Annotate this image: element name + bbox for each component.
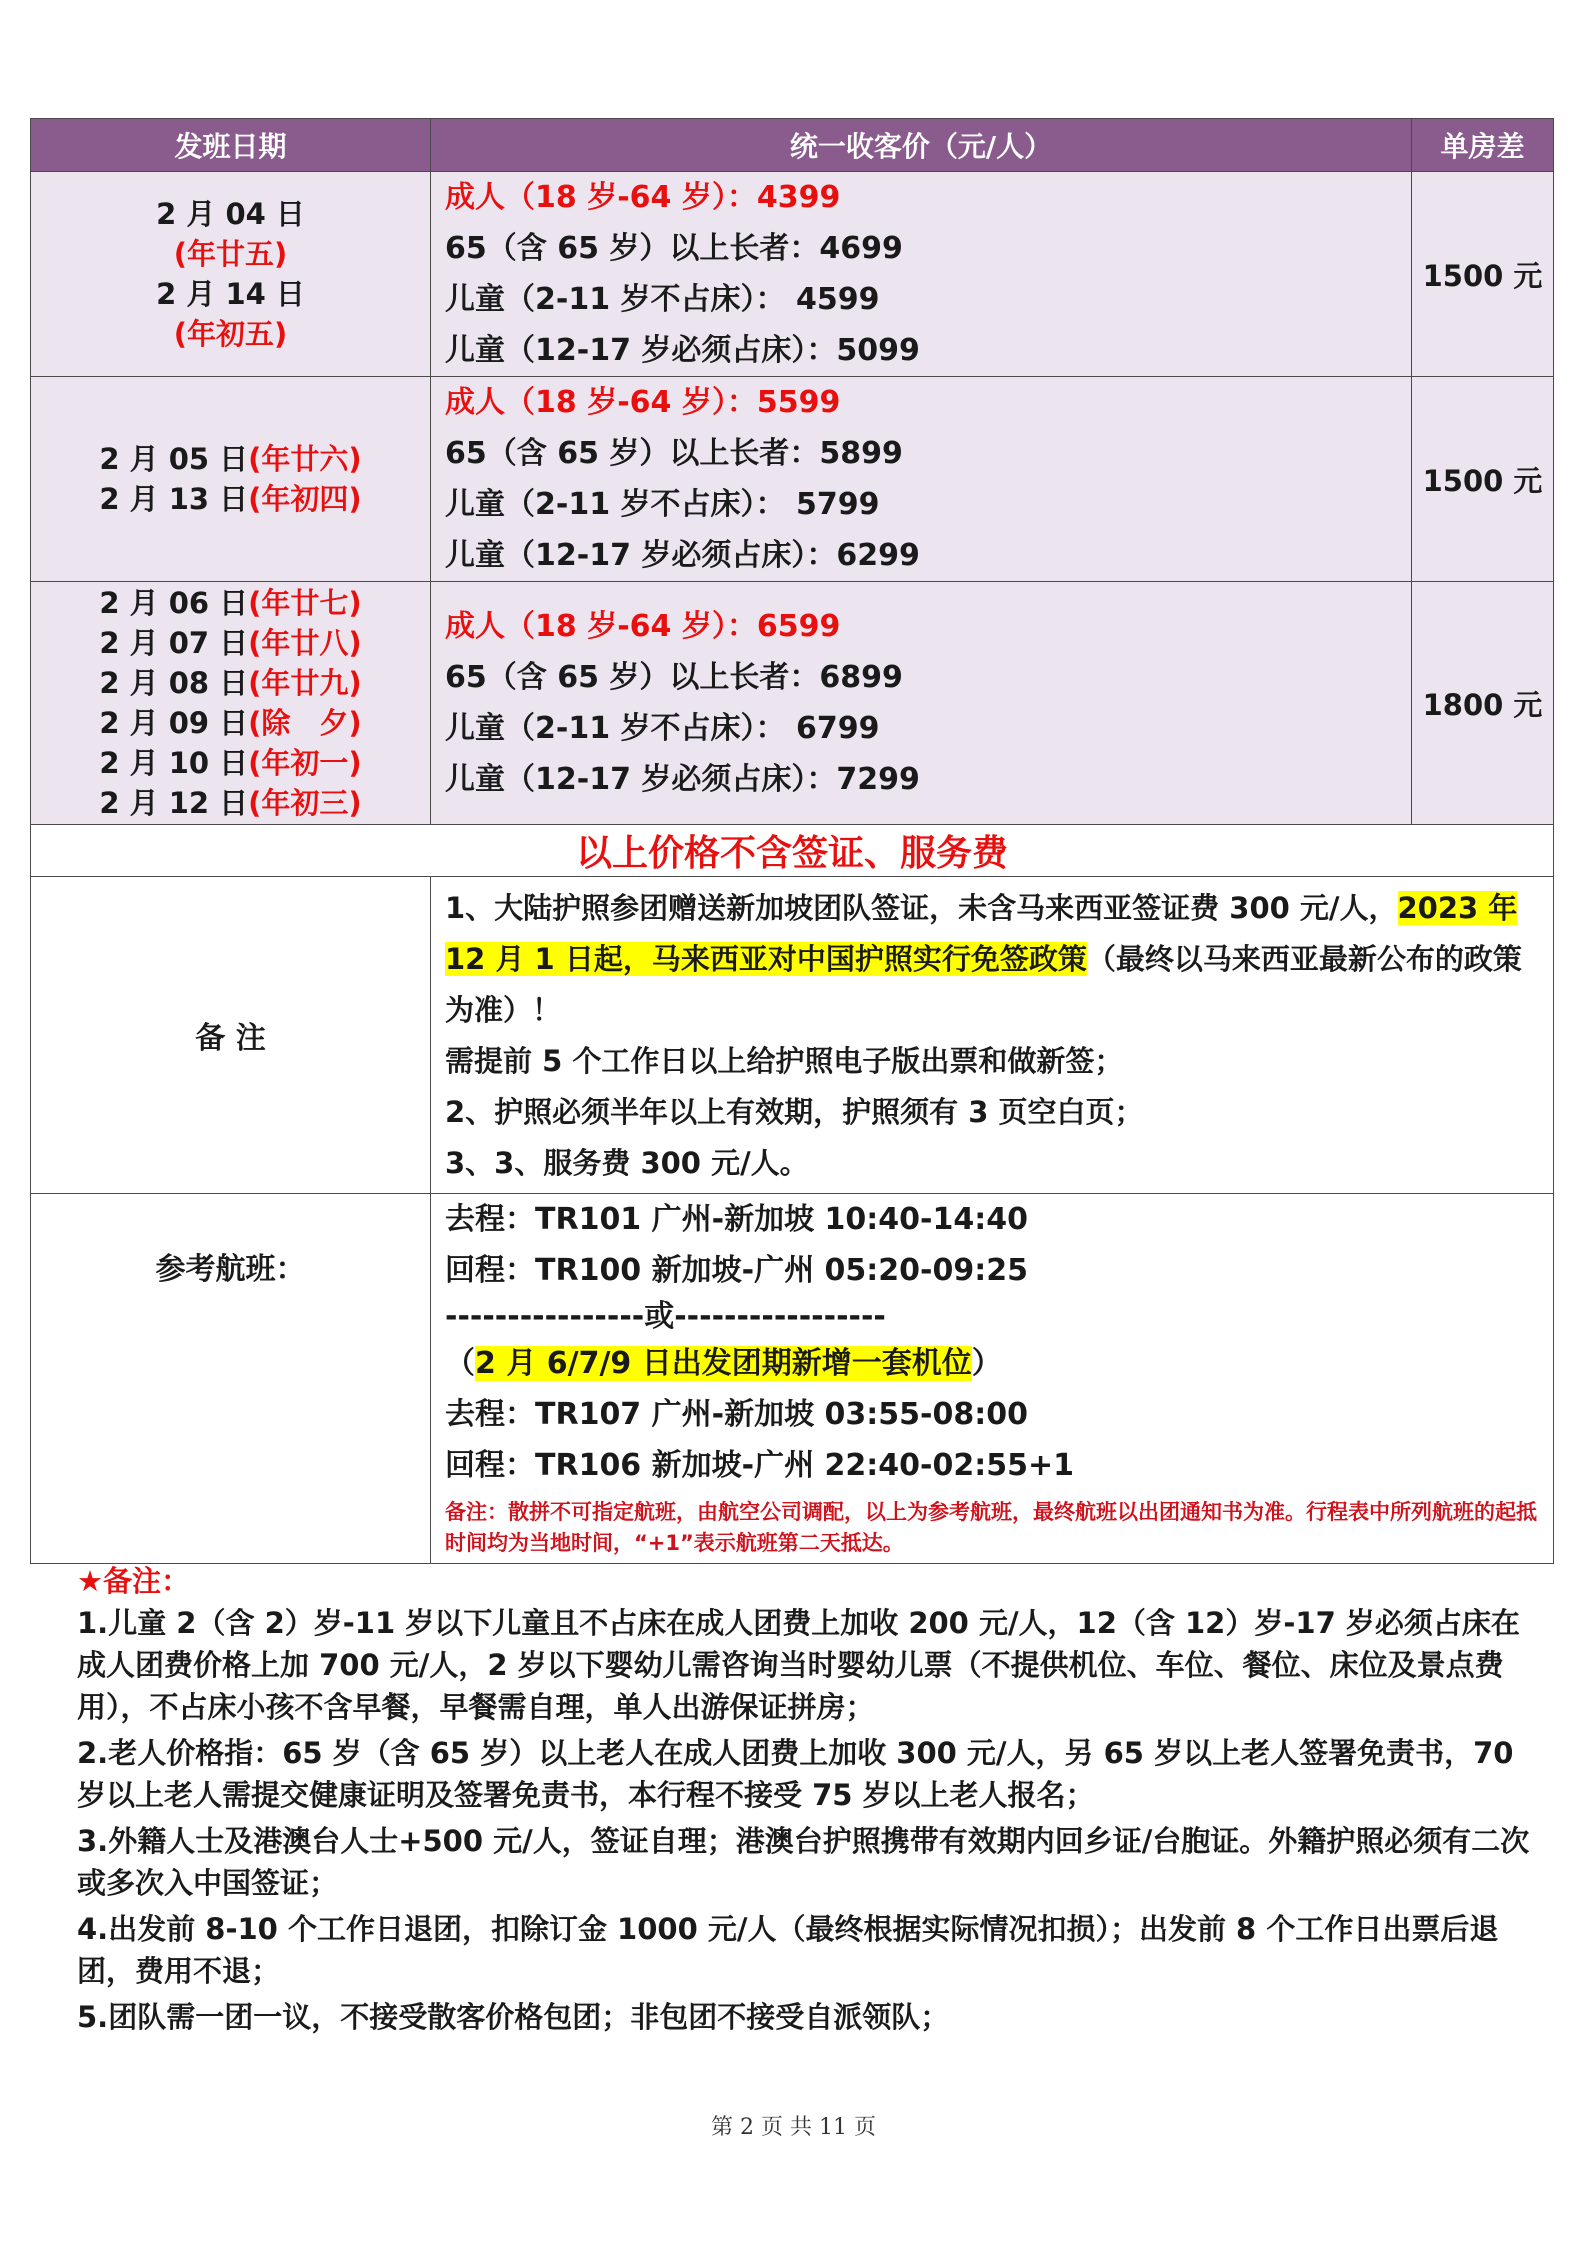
departure-dates-cell <box>31 172 431 377</box>
service-fee-note: 3、3、服务费 300 元/人。 <box>445 1146 809 1180</box>
table-header-row <box>31 119 1554 172</box>
lunar-date: (年廿七) <box>248 586 362 620</box>
senior-price: 65（含 65 岁）以上长者：4699 <box>445 231 903 266</box>
child-with-bed-price: 儿童（12-17 岁必须占床）：6299 <box>445 538 920 573</box>
date-line <box>31 439 430 479</box>
price-exclusion-notice: 以上价格不含签证、服务费 <box>31 825 1554 877</box>
lunar-date: (年廿八) <box>248 626 362 660</box>
date-text: 2 月 14 日 <box>156 277 305 311</box>
date-line <box>31 623 430 663</box>
notes-content <box>431 877 1554 1194</box>
notes-row <box>31 877 1554 1194</box>
visa-note <box>445 883 1539 1036</box>
child-no-bed-price: 儿童（2-11 岁不占床）： 5799 <box>445 487 880 522</box>
lunar-date: (年廿五) <box>173 237 288 271</box>
date-text: 2 月 07 日 <box>99 626 249 660</box>
child-no-bed-price: 儿童（2-11 岁不占床）： 4599 <box>445 282 880 317</box>
price-list-cell <box>431 377 1412 582</box>
price-list-cell <box>431 582 1412 825</box>
date-line <box>31 274 430 314</box>
single-supplement-value: 1500 元 <box>1412 172 1554 377</box>
adult-price: 成人（18 岁-64 岁）：4399 <box>445 180 841 215</box>
visa-exemption-highlight: 2023 年 12 月 1 日起，马来西亚对中国护照实行免签政策 <box>445 891 1518 976</box>
header-unified-price: 统一收客价（元/人） <box>431 119 1412 172</box>
visa-note-tail: （最终以马来西亚最新公布的政策为准）！ <box>445 942 1522 1027</box>
departure-dates-cell <box>31 377 431 582</box>
notice-row <box>31 825 1554 877</box>
table-row <box>31 172 1554 377</box>
paren-close: ） <box>971 1346 1002 1381</box>
date-line <box>31 314 430 354</box>
table-row <box>31 377 1554 582</box>
lunar-date: (年廿六) <box>248 442 362 476</box>
date-line <box>31 743 430 783</box>
date-text: 2 月 09 日 <box>99 706 249 740</box>
date-line <box>31 583 430 623</box>
flight-option-separator: ----------------或----------------- <box>445 1299 886 1334</box>
single-supplement-value: 1800 元 <box>1412 582 1554 825</box>
lunar-date: (年初三) <box>248 786 362 820</box>
header-departure-date: 发班日期 <box>31 119 431 172</box>
remark-item: 5.团队需一团一议，不接受散客价格包团；非包团不接受自派领队； <box>77 2000 950 2034</box>
child-with-bed-price: 儿童（12-17 岁必须占床）：5099 <box>445 333 920 368</box>
return-flight-1: 回程：TR100 新加坡-广州 05:20-09:25 <box>445 1253 1028 1288</box>
header-single-supplement: 单房差 <box>1412 119 1554 172</box>
remarks-section <box>77 1560 1532 2038</box>
date-line <box>31 234 430 274</box>
date-text: 2 月 12 日 <box>99 786 249 820</box>
outbound-flight-2: 去程：TR107 广州-新加坡 03:55-08:00 <box>445 1397 1028 1432</box>
paren-open: （ <box>445 1346 475 1381</box>
price-list-cell <box>431 172 1412 377</box>
lunar-date: (年廿九) <box>248 666 362 700</box>
ticketing-note: 需提前 5 个工作日以上给护照电子版出票和做新签； <box>445 1044 1124 1078</box>
flight-disclaimer: 备注：散拼不可指定航班，由航空公司调配，以上为参考航班，最终航班以出团通知书为准。行程表中所列航班的起抵时间均为当地时间，“+1”表示航班第二天抵达。 <box>445 1500 1537 1555</box>
child-no-bed-price: 儿童（2-11 岁不占床）： 6799 <box>445 711 880 746</box>
senior-price: 65（含 65 岁）以上长者：6899 <box>445 660 903 695</box>
outbound-flight-1: 去程：TR101 广州-新加坡 10:40-14:40 <box>445 1202 1028 1237</box>
child-with-bed-price: 儿童（12-17 岁必须占床）：7299 <box>445 762 920 797</box>
flights-content <box>431 1194 1554 1564</box>
date-line <box>31 663 430 703</box>
flights-label: 参考航班： <box>31 1194 431 1564</box>
flights-row <box>31 1194 1554 1564</box>
lunar-date: (年初一) <box>248 746 362 780</box>
date-text: 2 月 04 日 <box>156 197 305 231</box>
date-text: 2 月 13 日 <box>99 482 249 516</box>
page-number: 第 2 页 共 11 页 <box>711 2115 876 2140</box>
date-line <box>31 194 430 234</box>
date-line <box>31 479 430 519</box>
notes-label: 备 注 <box>31 877 431 1194</box>
remarks-title: ★备注： <box>77 1564 190 1598</box>
passport-note: 2、护照必须半年以上有效期，护照须有 3 页空白页； <box>445 1095 1144 1129</box>
remark-item: 4.出发前 8-10 个工作日退团，扣除订金 1000 元/人（最终根据实际情况扣损）；出发前 8 个工作日出票后退团，费用不退； <box>77 1912 1499 1988</box>
date-text: 2 月 06 日 <box>99 586 249 620</box>
adult-price: 成人（18 岁-64 岁）：5599 <box>445 385 841 420</box>
visa-note-text: 1、大陆护照参团赠送新加坡团队签证，未含马来西亚签证费 300 元/人， <box>445 891 1398 925</box>
adult-price: 成人（18 岁-64 岁）：6599 <box>445 609 841 644</box>
extra-seats-highlight: 2 月 6/7/9 日出发团期新增一套机位 <box>475 1346 972 1381</box>
table-row <box>31 582 1554 825</box>
single-supplement-value: 1500 元 <box>1412 377 1554 582</box>
return-flight-2: 回程：TR106 新加坡-广州 22:40-02:55+1 <box>445 1448 1074 1483</box>
senior-price: 65（含 65 岁）以上长者：5899 <box>445 436 903 471</box>
departure-dates-cell <box>31 582 431 825</box>
lunar-date: (年初四) <box>248 482 362 516</box>
lunar-date: (年初五) <box>173 317 288 351</box>
date-text: 2 月 10 日 <box>99 746 249 780</box>
extra-seats-note <box>445 1338 1539 1389</box>
date-line <box>31 703 430 743</box>
date-line <box>31 783 430 823</box>
date-text: 2 月 08 日 <box>99 666 249 700</box>
remark-item: 1.儿童 2（含 2）岁-11 岁以下儿童且不占床在成人团费上加收 200 元/人，12（含 12）岁-17 岁必须占床在成人团费价格上加 700 元/人，2 岁以下婴幼儿需咨询当时婴幼儿票（不提供机位、车位、餐位、床位及景点费用），不占床小孩不含早餐，早餐需自理，单人出游保证拼房； <box>77 1606 1520 1724</box>
date-text: 2 月 05 日 <box>99 442 249 476</box>
lunar-date: (除 夕) <box>248 706 362 740</box>
remark-item: 2.老人价格指：65 岁（含 65 岁）以上老人在成人团费上加收 300 元/人，另 65 岁以上老人签署免责书，70 岁以上老人需提交健康证明及签署免责书，本行程不接受 75 岁以上老人报名； <box>77 1736 1514 1812</box>
price-table <box>30 118 1554 1564</box>
remark-item: 3.外籍人士及港澳台人士+500 元/人，签证自理；港澳台护照携带有效期内回乡证/台胞证。外籍护照必须有二次或多次入中国签证； <box>77 1824 1530 1900</box>
